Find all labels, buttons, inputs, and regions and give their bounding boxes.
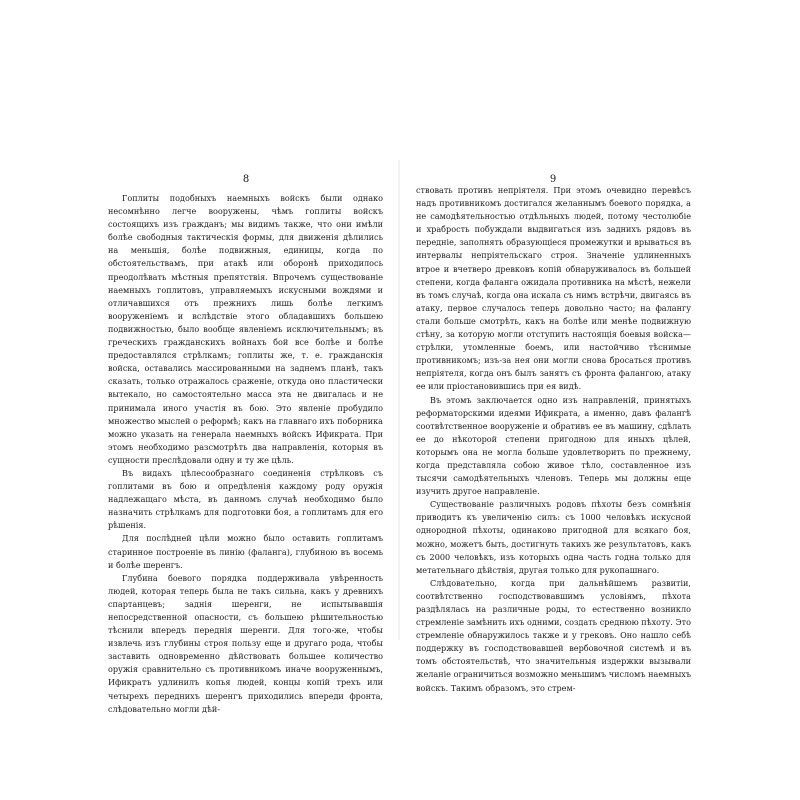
page-number-left: 8 (242, 174, 250, 185)
paragraph: Глубина боевого порядка поддерживала увѣренность людей, которая теперь была не такъ сильна, какъ у древнихъ спартанцевъ; заднія шеренги, не испытывавшія непосредственной опасности, съ большею рѣшительностью тѣснили впередъ переднія шеренги. Для того-же, чтобы извлечь изъ глубины строя пользу еще и другаго рода, чтобы заставить одновременно дѣйствовать большее количество оружія сравнительно съ противникомъ иначе вооруженнымъ, Ификратъ удлинилъ копья людей, концы копій трехъ или четырехъ переднихъ шеренгъ приходились впереди фронта, слѣдовательно могли дѣй- (108, 572, 383, 714)
page-number-right: 9 (549, 174, 557, 185)
right-page-body (416, 184, 691, 695)
left-page-body (108, 192, 383, 716)
paragraph: Въ этомъ заключается одно изъ направленій, принятыхъ реформаторскими идеями Ификрата, а именно, давъ фалангѣ соотвѣтственное вооруженіе и обративъ ее въ машину, сдѣлать ее до нѣкоторой степени пригодною для иныхъ цѣлей, которымъ она не могла больше удовлетворить по прежнему, когда представляла собою живое тѣло, составленное изъ тысячи самодѣятельныхъ членовъ. Теперь мы должны еще изучить другое направленіе. (416, 394, 691, 497)
paragraph: Для послѣдней цѣли можно было оставить гоплитамъ старинное построеніе въ линію (фаланга), глубиною въ восемь и болѣе шеренгъ. (108, 533, 383, 570)
paragraph: Слѣдовательно, когда при дальнѣйшемъ развитіи, соотвѣтственно господствовавшимъ условіямъ, пѣхота раздѣлялась на различные роды, то естественно возникло стремленіе замѣнить ихъ одними, создать среднюю пѣхоту. Это стремленіе обнаружилось также и у грековъ. Оно нашло себѣ поддержку въ господствовавшей вербовочной системѣ и въ томъ обстоятельствѣ, что значительныя издержки вызывали желаніе ограничиться возможно меньшимъ числомъ наемныхъ войскъ. Такимъ образомъ, это стрем- (416, 577, 691, 693)
paragraph: Существованіе различныхъ родовъ пѣхоты безъ сомнѣнія приводитъ къ увеличенію силъ: съ 1000 человѣкъ искусной однородной пѣхоты, одинаково пригодной для всякаго боя, можно, можетъ быть, достигнуть такихъ же результатовъ, какъ съ 2000 человѣкъ, изъ которыхъ одна часть годна только для метательнаго дѣйствія, другая только для рукопашнаго. (416, 499, 691, 575)
book-gutter (398, 160, 400, 640)
paragraph: ствовать противъ непріятеля. При этомъ очевидно перевѣсъ надъ противникомъ достигался желаннымъ боевого порядка, а не самодѣятельностью отдѣльныхъ людей, потому честолюбіе и храбрость побуждали выдвигаться изъ заднихъ рядовъ въ передніе, заполнять образующіеся промежутки и врываться въ интервалы непріятельскаго строя. Значеніе удлиненныхъ втрое и вчетверо древковъ копій обнаруживалось въ большей степени, когда фаланга ожидала противника на мѣстѣ, нежели въ томъ случаѣ, когда она искала съ нимъ встрѣчи, двигаясь въ атаку, первое случалось теперь довольно часто; на фалангу стали больше смотрѣть, какъ на болѣе или менѣе подвижную стѣну, за которую могли отступить настоящія боевыя войска—стрѣлки, утомленные боемъ, или настойчиво тѣснимые противникомъ; изъ-за нея они могли снова бросаться противъ непріятеля, когда онъ былъ занятъ съ фронта фалангою, атаку ее или пріостановившись при ея видѣ. (416, 185, 691, 392)
paragraph: Гоплиты подобныхъ наемныхъ войскъ были однако несомнѣнно легче вооружены, чѣмъ гоплиты войскъ состоящихъ изъ гражданъ; мы видимъ также, что они имѣли болѣе свободныя тактическія формы, для движенія дѣлились на меньшія, болѣе подвижныя, единицы, когда по обстоятельствамъ, при атакѣ или оборонѣ приходилось преодолѣвать мѣстныя препятствія. Впрочемъ существованіе наемныхъ гоплитовъ, управляемыхъ искусными вождями и отличавшихся отъ прежнихъ лишь болѣе легкимъ вооруженіемъ и вслѣдствіе этого обладавшихъ большею подвижностью, было вообще явленіемъ исключительнымъ; въ греческихъ гражданскихъ войнахъ бой все болѣе и болѣе предоставлялся стрѣлкамъ; гоплиты же, т. е. гражданскія войска, оставались массированными на заднемъ планѣ, такъ сказать, только отражалось сраженіе, откуда оно пластически вытекало, но самостоятельно масса эта не двигалась и не принимала иного участія въ бою. Это явленіе пробудило множество мыслей о реформѣ; какъ на главнаго ихъ поборника можно указать на генерала наемныхъ войскъ Ификрата. При этомъ необходимо разсмотрѣть два направленія, которыя въ сущности преслѣдовали одну и ту же цѣль. (108, 193, 383, 465)
paragraph: Въ видахъ цѣлесообразнаго соединенія стрѣлковъ съ гоплитами въ бою и опредѣленія каждому роду оружія надлежащаго мѣста, въ данномъ случаѣ необходимо было назначить стрѣлкамъ для подготовки боя, а гоплитамъ для его рѣшенія. (108, 467, 383, 531)
